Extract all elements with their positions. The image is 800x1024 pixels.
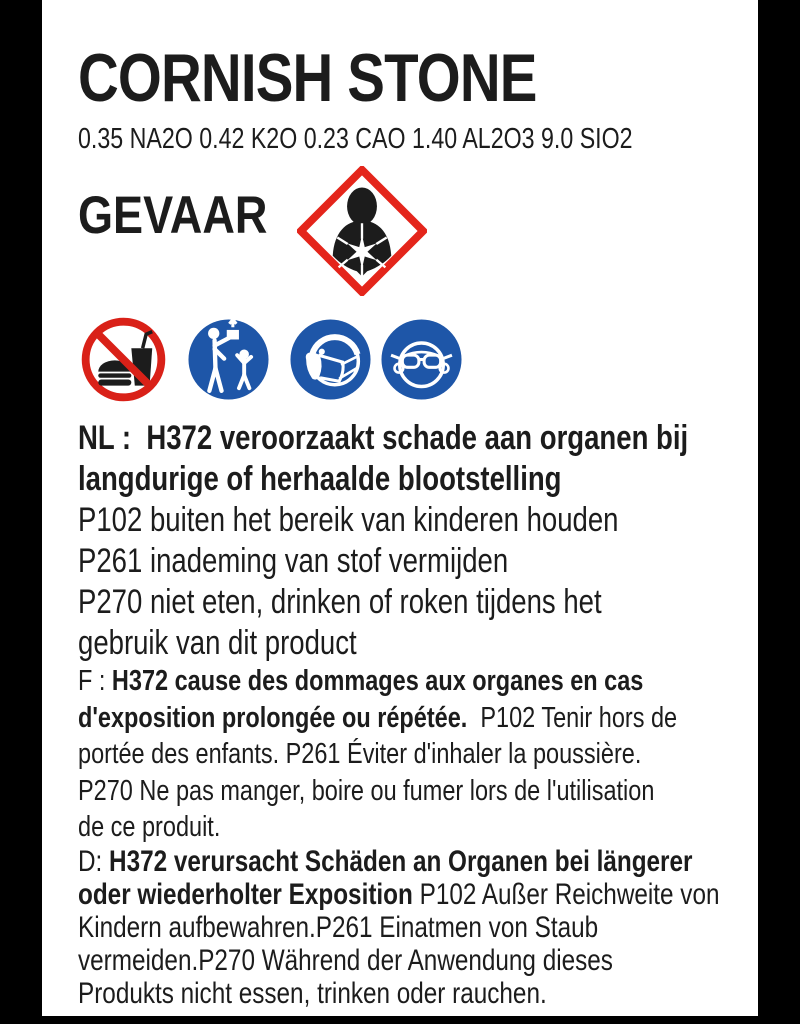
- fr-statements: [78, 663, 767, 846]
- statement-text: F :: [78, 665, 112, 697]
- text-line: [78, 809, 767, 846]
- composition-line: 0.35 NA2O 0.42 K2O 0.23 CAO 1.40 AL2O3 9.0 SIO2: [78, 123, 633, 155]
- text-line: [78, 878, 767, 911]
- text-line: [78, 541, 767, 582]
- wear-eye-protection-icon: [378, 316, 465, 403]
- text-line: [78, 500, 767, 541]
- statement-text: D:: [78, 845, 110, 878]
- text-line: [78, 459, 767, 500]
- bottom-black-border: [0, 1016, 800, 1024]
- left-black-border: [0, 0, 42, 1024]
- statement-text: portée des enfants. P261 Éviter d'inhaler la poussière.: [78, 738, 642, 770]
- text-line: [78, 911, 767, 944]
- hazard-statement-bold: H372 verursacht Schäden an Organen bei längerer: [109, 845, 693, 878]
- no-eating-or-drinking-icon: [80, 316, 167, 403]
- statement-text: P261 inademing van stof vermijden: [78, 542, 509, 580]
- de-statements: [78, 845, 767, 1010]
- statement-text: de ce produit.: [78, 811, 221, 843]
- statement-text: P270 niet eten, drinken of roken tijdens het: [78, 583, 602, 621]
- text-line: [78, 700, 767, 737]
- hazard-statement-bold: H372 cause des dommages aux organes en cas: [111, 665, 644, 697]
- keep-away-from-children-icon: [185, 316, 272, 403]
- statement-text: Kindern aufbewahren.P261 Einatmen von Staub: [78, 911, 599, 944]
- text-line: [78, 582, 767, 623]
- text-line: [78, 944, 767, 977]
- text-line: [78, 623, 767, 664]
- product-title: CORNISH STONE: [78, 40, 537, 116]
- text-line: [78, 977, 767, 1010]
- statement-text: gebruik van dit product: [78, 624, 357, 662]
- text-line: [78, 773, 767, 810]
- statement-text: P102 Außer Reichweite von: [412, 878, 720, 911]
- nl-statements: [78, 418, 767, 664]
- statement-text: P102 buiten het bereik van kinderen houden: [78, 501, 619, 539]
- hazard-statement-bold: oder wiederholter Exposition: [78, 878, 413, 911]
- hazard-statement-bold: langdurige of herhaalde blootstelling: [78, 460, 562, 498]
- text-line: [78, 845, 767, 878]
- ghs08-health-hazard-icon: [297, 166, 427, 296]
- wear-dust-mask-icon: [287, 316, 374, 403]
- hazard-statement-bold: NL : H372 veroorzaakt schade aan organen bij: [78, 419, 689, 457]
- statement-text: Produkts nicht essen, trinken oder rauchen.: [78, 977, 547, 1010]
- text-line: [78, 736, 767, 773]
- signal-word: GEVAAR: [78, 186, 268, 245]
- hazard-statement-bold: d'exposition prolongée ou répétée.: [78, 701, 468, 734]
- text-line: [78, 418, 767, 459]
- statement-text: P270 Ne pas manger, boire ou fumer lors de l'utilisation: [78, 774, 655, 807]
- statement-text: vermeiden.P270 Während der Anwendung dieses: [78, 944, 613, 977]
- statement-text: P102 Tenir hors de: [467, 701, 678, 734]
- text-line: [78, 663, 767, 700]
